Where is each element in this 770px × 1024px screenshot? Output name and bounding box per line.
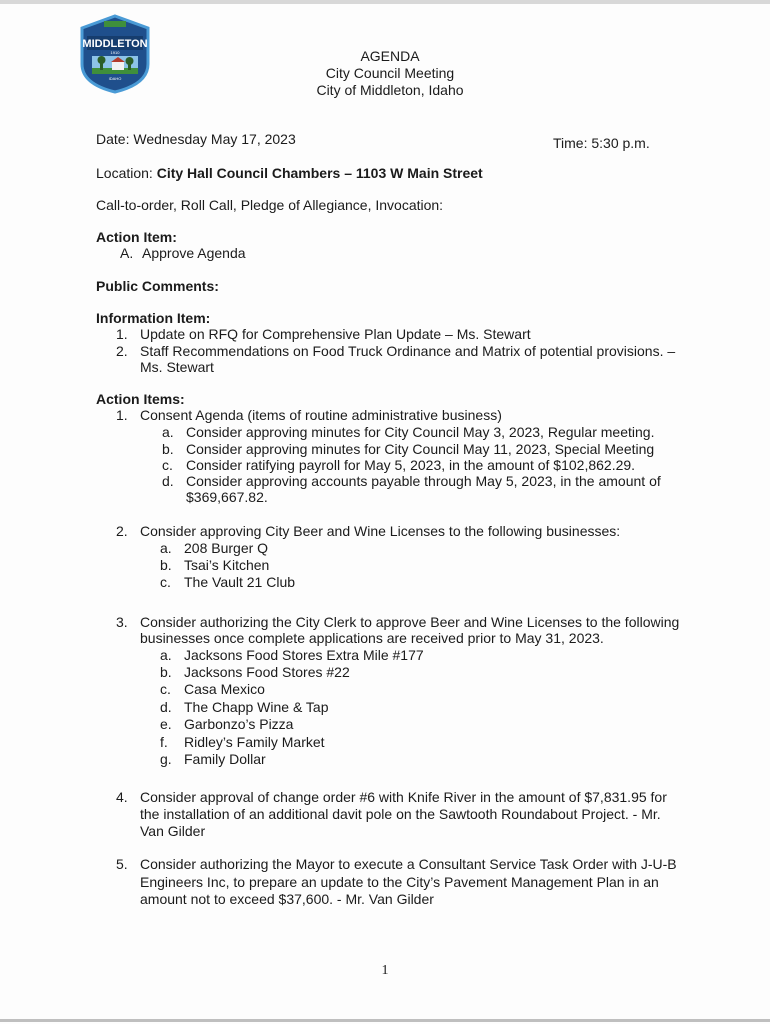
scan-edge-bottom xyxy=(0,1019,770,1022)
consultant-task-order-item: Consider authorizing the Mayor to execute a Consultant Service Task Order with J-U-B xyxy=(140,856,677,872)
action-item-number: 3. xyxy=(116,614,128,630)
consent-agenda-item: Consent Agenda (items of routine administrative business) xyxy=(140,407,502,423)
sub-item-marker: e. xyxy=(160,716,172,732)
sub-item-continuation: $369,667.82. xyxy=(186,489,268,505)
action-item-marker: A. xyxy=(120,245,134,261)
sub-item-text: Garbonzo’s Pizza xyxy=(184,716,294,732)
sub-item-text: Jacksons Food Stores #22 xyxy=(184,664,350,680)
action-item-number: 1. xyxy=(116,407,128,423)
item-continuation: businesses once complete applications are received prior to May 31, 2023. xyxy=(140,630,604,646)
meeting-date: Date: Wednesday May 17, 2023 xyxy=(96,131,296,147)
info-item-continuation: Ms. Stewart xyxy=(140,359,214,375)
sub-item-marker: b. xyxy=(162,441,174,457)
action-item-heading: Action Item: xyxy=(96,229,177,245)
sub-item-marker: a. xyxy=(162,424,174,440)
sub-item-text: The Vault 21 Club xyxy=(184,574,296,590)
logo-est: 1910 xyxy=(110,50,120,55)
sub-item-text: 208 Burger Q xyxy=(184,540,269,556)
action-item-number: 4. xyxy=(116,789,128,805)
info-item-text: Staff Recommendations on Food Truck Ordinance and Matrix of potential provisions. – xyxy=(140,343,676,359)
item-continuation: the installation of an additional davit pole on the Sawtooth Roundabout Project. - Mr. xyxy=(140,806,661,822)
sub-item-text: Consider approving minutes for City Council May 11, 2023, Special Meeting xyxy=(186,441,655,457)
sub-item-marker: c. xyxy=(160,574,171,590)
scan-edge-top xyxy=(0,0,770,4)
info-item-number: 2. xyxy=(116,343,128,359)
item-continuation: Engineers Inc, to prepare an update to the City’s Pavement Management Plan in an xyxy=(140,874,659,890)
sub-item-marker: c. xyxy=(162,457,173,473)
call-to-order: Call-to-order, Roll Call, Pledge of Allegiance, Invocation: xyxy=(96,197,444,213)
location-value: City Hall Council Chambers – 1103 W Main Street xyxy=(156,165,483,181)
meeting-time: Time: 5:30 p.m. xyxy=(553,135,650,151)
action-item-number: 5. xyxy=(116,856,128,872)
sub-item-marker: c. xyxy=(160,681,171,697)
sub-item-text: Consider approving accounts payable through May 5, 2023, in the amount of xyxy=(186,473,661,489)
sub-item-marker: d. xyxy=(162,473,174,489)
public-comments-heading: Public Comments: xyxy=(96,278,219,294)
sub-item-text: Consider ratifying payroll for May 5, 2023, in the amount of $102,862.29. xyxy=(186,457,636,473)
action-item-number: 2. xyxy=(116,523,128,539)
logo-wordmark: MIDDLETON xyxy=(82,38,148,50)
sub-item-marker: b. xyxy=(160,557,172,573)
information-item-heading: Information Item: xyxy=(96,310,211,326)
sub-item-marker: a. xyxy=(160,540,172,556)
agenda-header xyxy=(290,48,490,99)
sub-item-text: Family Dollar xyxy=(184,751,266,767)
item-continuation: amount not to exceed $37,600. - Mr. Van Gilder xyxy=(140,891,434,907)
meeting-type: City Council Meeting xyxy=(325,65,455,81)
sub-item-text: Ridley’s Family Market xyxy=(184,734,325,750)
sub-item-text: Tsai’s Kitchen xyxy=(184,557,270,573)
sub-item-marker: g. xyxy=(160,751,172,767)
sub-item-text: The Chapp Wine & Tap xyxy=(184,699,329,715)
item-continuation: Van Gilder xyxy=(140,823,206,839)
logo-tagline: IDAHO xyxy=(108,76,122,81)
sub-item-marker: f. xyxy=(160,734,168,750)
city-name: City of Middleton, Idaho xyxy=(316,82,464,98)
sub-item-text: Jacksons Food Stores Extra Mile #177 xyxy=(184,647,424,663)
beer-wine-licenses-item: Consider approving City Beer and Wine Licenses to the following businesses: xyxy=(140,523,621,539)
action-items-heading: Action Items: xyxy=(96,391,185,407)
location-label: Location: xyxy=(96,165,157,181)
clerk-licenses-item: Consider authorizing the City Clerk to approve Beer and Wine Licenses to the following xyxy=(140,614,680,630)
sub-item-marker: a. xyxy=(160,647,172,663)
info-item-text: Update on RFQ for Comprehensive Plan Update – Ms. Stewart xyxy=(140,326,531,342)
change-order-item: Consider approval of change order #6 with Knife River in the amount of $7,831.95 for xyxy=(140,789,667,805)
approve-agenda-item: Approve Agenda xyxy=(142,245,246,261)
sub-item-text: Casa Mexico xyxy=(184,681,265,697)
sub-item-marker: b. xyxy=(160,664,172,680)
middleton-city-logo xyxy=(78,14,152,94)
agenda-title: AGENDA xyxy=(360,48,420,64)
info-item-number: 1. xyxy=(116,326,128,342)
page-number: 1 xyxy=(381,963,389,978)
middleton-seal-icon xyxy=(78,14,152,94)
sub-item-marker: d. xyxy=(160,699,172,715)
meeting-location xyxy=(96,165,483,182)
sub-item-text: Consider approving minutes for City Council May 3, 2023, Regular meeting. xyxy=(186,424,655,440)
